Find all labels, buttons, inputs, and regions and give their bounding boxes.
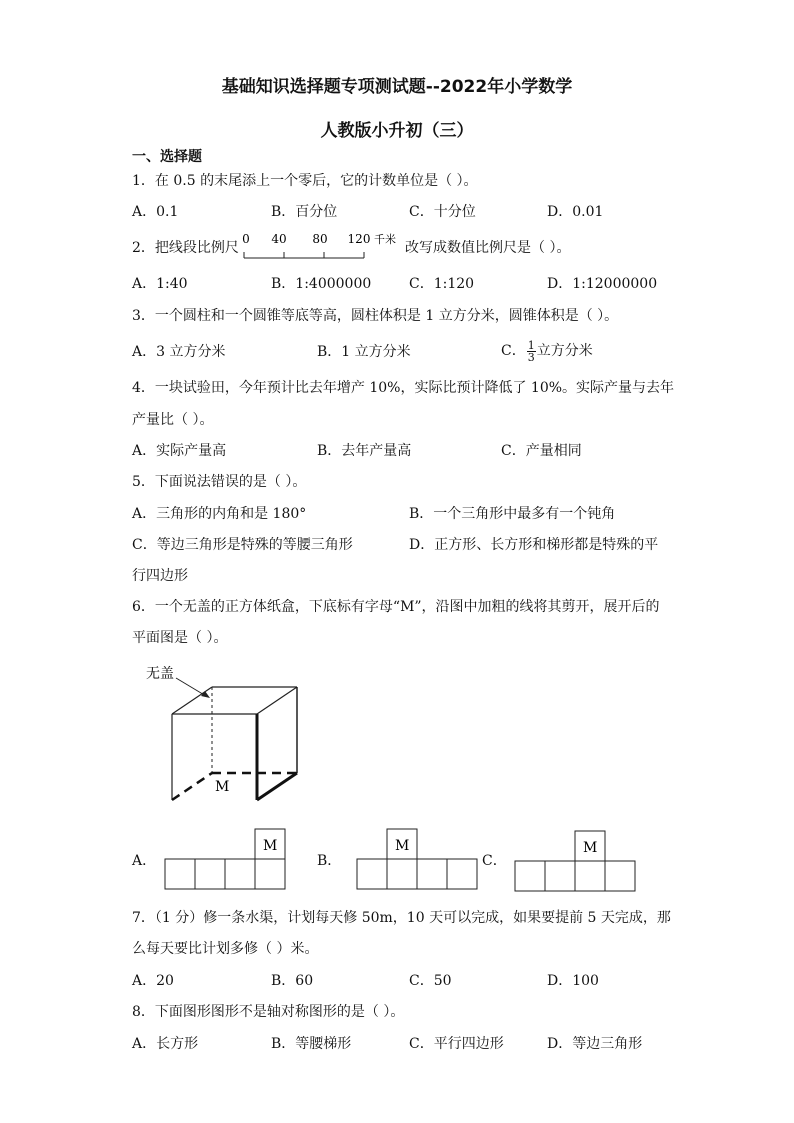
scale-label-120: 120 — [347, 232, 371, 246]
question-4-stem-line1: 4．一块试验田，今年预计比去年增产 10%，实际比预计降低了 10%。实际产量与去年 — [132, 380, 675, 396]
question-1-option-d: D．0.01 — [547, 204, 604, 220]
question-2-option-b: B．1:4000000 — [271, 276, 372, 292]
question-4-stem-line2: 产量比（ ）。 — [132, 412, 214, 428]
question-7-stem-line1: 7．（1 分）修一条水渠，计划每天修 50m，10 天可以完成，如果要提前 5 天完成，那 — [132, 910, 671, 926]
question-5-option-d: D．正方形、长方形和梯形都是特殊的平 — [409, 537, 659, 553]
hidden-edge-bold — [172, 773, 212, 800]
question-5-option-c: C．等边三角形是特殊的等腰三角形 — [132, 537, 353, 553]
net-b-letter: M — [395, 838, 410, 854]
question-8-option-c: C．平行四边形 — [409, 1036, 504, 1052]
question-1-option-b: B．百分位 — [271, 204, 338, 220]
net-option-a — [164, 828, 288, 892]
net-option-c — [514, 830, 638, 894]
question-3-option-b: B．1 立方分米 — [317, 344, 411, 360]
question-3-option-c-prefix: C． — [501, 343, 526, 359]
question-4-option-b: B．去年产量高 — [317, 443, 412, 459]
question-5-stem: 5．下面说法错误的是（ ）。 — [132, 474, 307, 490]
net-a-letter: M — [263, 838, 278, 854]
question-7-option-d: D．100 — [547, 973, 599, 989]
question-8-option-d: D．等边三角形 — [547, 1036, 643, 1052]
face-letter-m: M — [215, 779, 230, 795]
question-7-option-b: B．60 — [271, 973, 314, 989]
scale-label-80: 80 — [312, 232, 328, 246]
question-3-option-c-suffix: 立方分米 — [536, 343, 593, 359]
fraction-numerator: 1 — [527, 338, 535, 352]
section-heading: 一、选择题 — [132, 149, 202, 165]
question-6-stem-line1: 6．一个无盖的正方体纸盒，下底标有字母“M”，沿图中加粗的线将其剪开，展开后的 — [132, 599, 660, 615]
question-2-option-a: A．1:40 — [132, 276, 188, 292]
scale-unit: 千米 — [374, 233, 396, 246]
question-2-stem-start: 2．把线段比例尺 — [132, 240, 239, 256]
question-4-option-a: A．实际产量高 — [132, 443, 227, 459]
question-1-option-a: A．0.1 — [132, 204, 179, 220]
question-6-option-b-label: B． — [317, 853, 342, 869]
question-6-stem-line2: 平面图是（ ）。 — [132, 630, 228, 646]
question-6-option-a-label: A． — [132, 853, 157, 869]
net-c-letter: M — [583, 840, 598, 856]
question-4-option-c: C．产量相同 — [501, 443, 582, 459]
open-cube-diagram — [140, 660, 310, 805]
question-2-option-c: C．1:120 — [409, 276, 475, 292]
question-1-option-c: C．十分位 — [409, 204, 476, 220]
question-1-stem: 1．在 0.5 的末尾添上一个零后，它的计数单位是（ ）。 — [132, 173, 478, 189]
question-7-option-a: A．20 — [132, 973, 174, 989]
question-2-stem-end: 改写成数值比例尺是（ ）。 — [405, 240, 571, 256]
question-3-option-a: A．3 立方分米 — [132, 344, 226, 360]
cut-edge-bold — [257, 773, 297, 800]
question-5-option-a: A．三角形的内角和是 180° — [132, 506, 307, 522]
question-5-option-b: B．一个三角形中最多有一个钝角 — [409, 506, 616, 522]
question-8-option-b: B．等腰梯形 — [271, 1036, 352, 1052]
question-8-option-a: A．长方形 — [132, 1036, 199, 1052]
cube-no-lid-label: 无盖 — [146, 666, 174, 682]
question-2-option-d: D．1:12000000 — [547, 276, 658, 292]
question-5-option-d-continued: 行四边形 — [132, 568, 188, 584]
question-7-stem-line2: 么每天要比计划多修（ ）米。 — [132, 941, 319, 957]
question-3-stem: 3．一个圆柱和一个圆锥等底等高，圆柱体积是 1 立方分米，圆锥体积是（ ）。 — [132, 308, 619, 324]
label-arrow-line — [176, 678, 206, 696]
question-3-option-c — [501, 337, 593, 365]
scale-label-0: 0 — [242, 232, 250, 246]
page-title-line1: 基础知识选择题专项测试题--2022年小学数学 — [221, 77, 573, 97]
page-title-line2: 人教版小升初（三） — [320, 121, 474, 141]
question-7-option-c: C．50 — [409, 973, 452, 989]
scale-label-40: 40 — [271, 232, 287, 246]
line-segment-scale — [236, 230, 406, 264]
fraction-denominator: 3 — [527, 350, 535, 364]
net-option-b — [356, 828, 480, 892]
question-8-stem: 8．下面图形图形不是轴对称图形的是（ ）。 — [132, 1004, 405, 1020]
question-6-option-c-label: C． — [482, 853, 507, 869]
fraction-one-third — [527, 340, 536, 363]
